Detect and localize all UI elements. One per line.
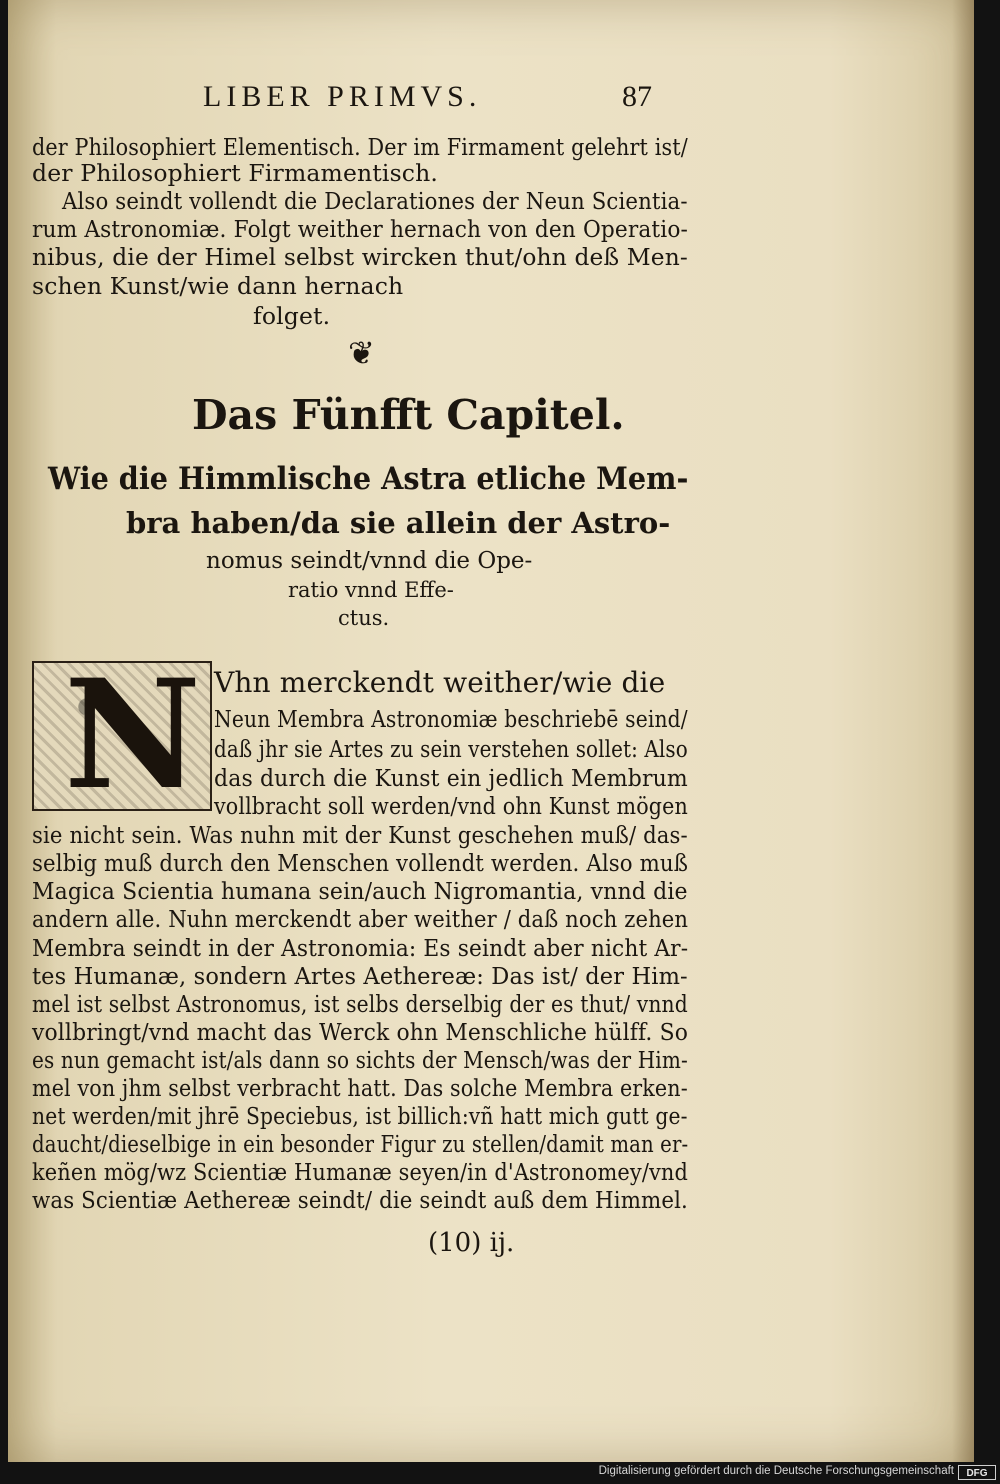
text-line: daß jhr sie Artes zu sein verstehen sollet: Also <box>214 735 688 763</box>
text-line: andern alle. Nuhn merckendt aber weither / daß noch zehen <box>32 905 689 933</box>
chapter-subtitle-line: ctus. <box>338 606 390 630</box>
text-line: daucht/dieselbige in ein besonder Figur zu stellen/damit man er- <box>32 1130 689 1158</box>
text-line: sie nicht sein. Was nuhn mit der Kunst geschehen muß/ das- <box>32 821 688 849</box>
text-line: der Philosophiert Firmamentisch. <box>32 159 438 187</box>
text-line: Also seindt vollendt die Declarationes der Neun Scientia- <box>62 187 688 215</box>
text-line: mel von jhm selbst verbracht hatt. Das solche Membra erken- <box>32 1074 688 1102</box>
text-line: was Scientiæ Aethereæ seindt/ die seindt auß dem Himmel. <box>32 1186 688 1214</box>
text-line: folget. <box>253 302 331 330</box>
text-line: Magica Scientia humana sein/auch Nigromantia, vnnd die <box>32 877 688 905</box>
text-line: schen Kunst/wie dann hernach <box>32 272 404 300</box>
initial-letter: N <box>64 647 202 823</box>
fleuron-ornament: ❦ <box>348 334 375 372</box>
book-page <box>8 0 974 1462</box>
chapter-title: Das Fünfft Capitel. <box>192 391 625 439</box>
text-line: rum Astronomiæ. Folgt weither hernach von den Operatio- <box>32 215 688 243</box>
text-line: tes Humanæ, sondern Artes Aethereæ: Das ist/ der Him- <box>32 962 688 990</box>
text-line: es nun gemacht ist/als dann so sichts der Mensch/was der Him- <box>32 1046 688 1074</box>
text-line: selbig muß durch den Menschen vollendt werden. Also muß <box>32 849 689 877</box>
text-line: nibus, die der Himel selbst wircken thut/ohn deß Men- <box>32 243 688 271</box>
chapter-subtitle-line: Wie die Himmlische Astra etliche Mem- <box>48 461 689 497</box>
text-line: vollbringt/vnd macht das Werck ohn Menschliche hülff. So <box>32 1018 689 1046</box>
chapter-subtitle-line: nomus seindt/vnnd die Ope- <box>206 548 533 574</box>
text-line: der Philosophiert Elementisch. Der im Firmament gelehrt ist/ <box>32 133 688 161</box>
text-line: Neun Membra Astronomiæ beschriebē seind/ <box>214 705 688 733</box>
page-number: 87 <box>622 80 652 113</box>
text-line: mel ist selbst Astronomus, ist selbs derselbig der es thut/ vnnd <box>32 990 688 1018</box>
text-line: net werden/mit jhrē Speciebus, ist billich:vñ hatt mich gutt ge- <box>32 1102 688 1130</box>
running-head: LIBER PRIMVS. <box>203 80 482 113</box>
text-line: Vhn merckendt weither/wie die <box>214 666 666 699</box>
digitization-credit: Digitalisierung gefördert durch die Deutsche Forschungsgemeinschaft <box>598 1465 954 1477</box>
text-line: keñen mög/wz Scientiæ Humanæ seyen/in d'Astronomey/vnd <box>32 1158 689 1186</box>
chapter-subtitle-line: ratio vnnd Effe- <box>288 578 454 602</box>
text-line: vollbracht soll werden/vnd ohn Kunst mögen <box>214 792 688 820</box>
chapter-subtitle-line: bra haben/da sie allein der Astro- <box>126 506 671 540</box>
text-line: Membra seindt in der Astronomia: Es seindt aber nicht Ar- <box>32 934 689 962</box>
text-line: das durch die Kunst ein jedlich Membrum <box>214 764 688 792</box>
decorated-initial <box>32 647 212 823</box>
signature-mark: (10) ij. <box>428 1228 515 1258</box>
dfg-logo: DFG <box>958 1465 996 1480</box>
